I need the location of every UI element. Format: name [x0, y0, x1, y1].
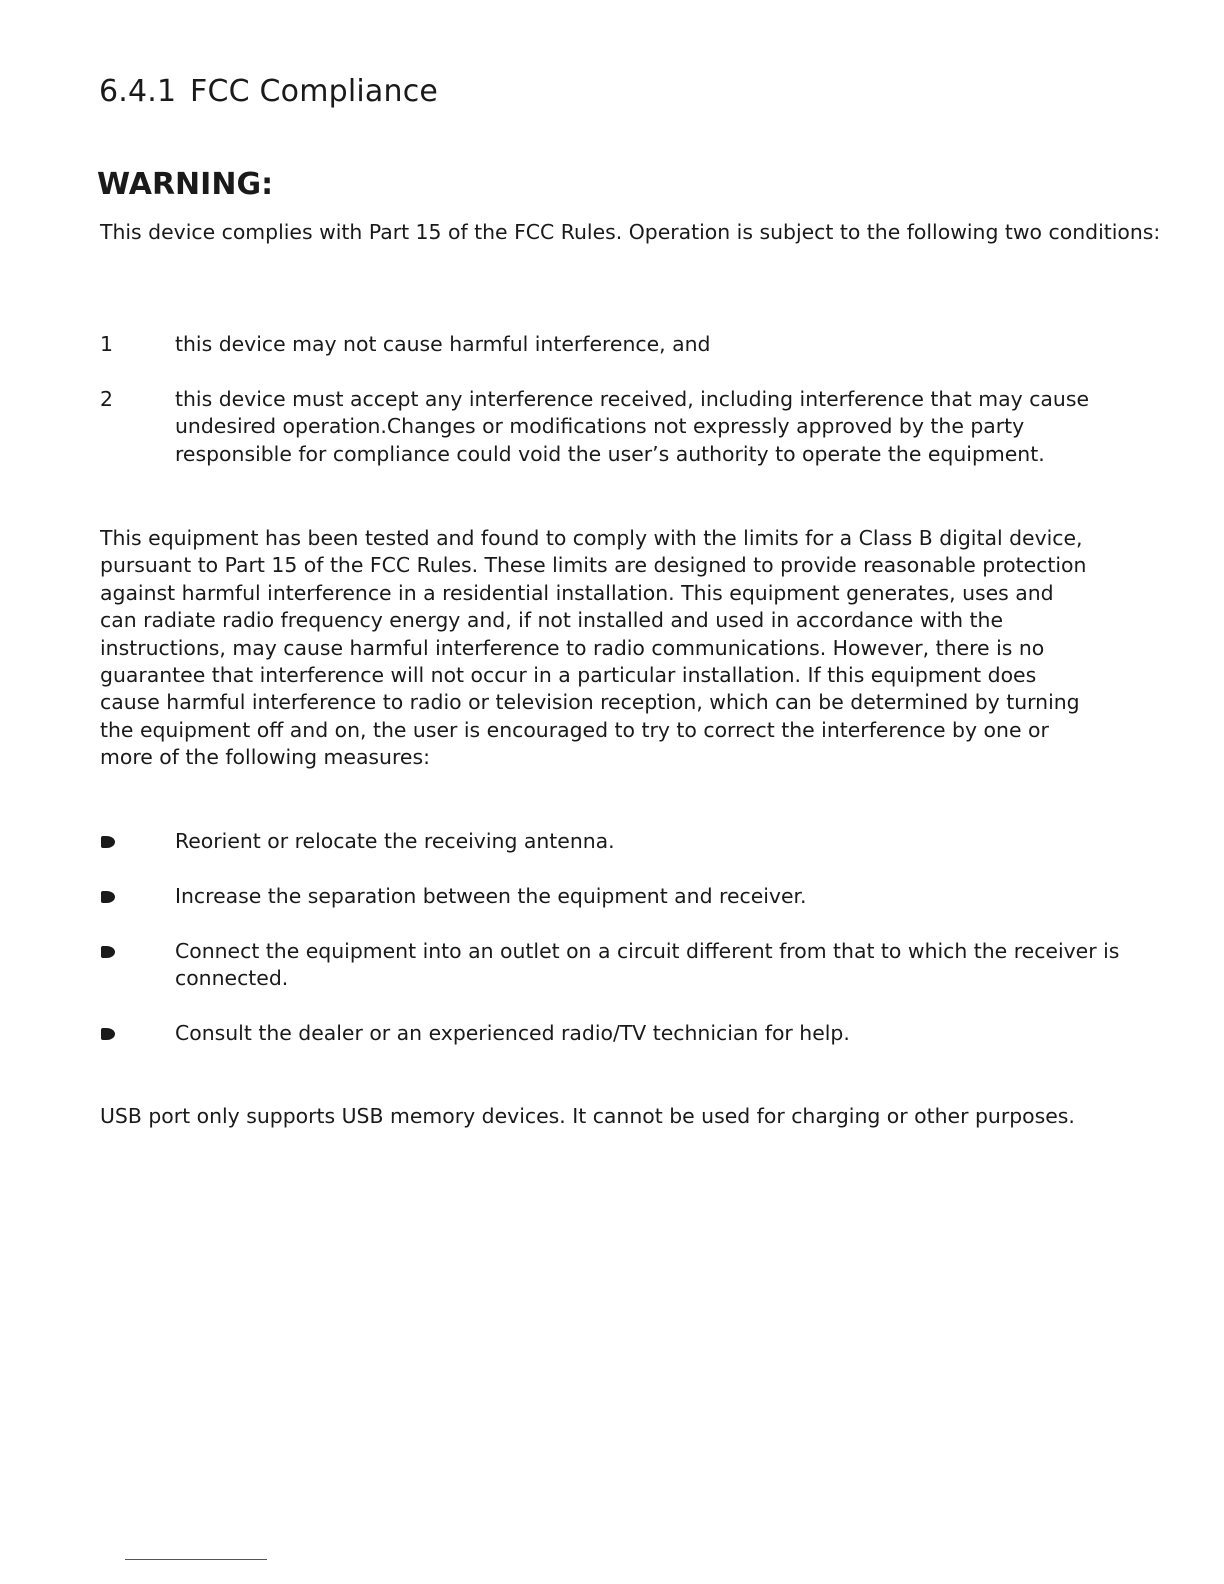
measure-text: Increase the separation between the equipment and receiver.	[175, 884, 807, 908]
class-b-paragraph: This equipment has been tested and found to comply with the limits for a Class B digital device, pursuant to Part 15 of the FCC Rules. These limits are designed to provide reasonable protection against harmful interference in a residential installation. This equipment generates, uses and can radiate radio frequency energy and, if not installed and used in accordance with the instructions, may cause harmful interference to radio communications. However, there is no guarantee that interference will not occur in a particular installation. If this equipment does cause harmful interference to radio or television reception, which can be determined by turning the equipment off and on, the user is encouraged to try to correct the interference by one or more of the following measures:	[100, 526, 1087, 770]
warning-intro: This device complies with Part 15 of the FCC Rules. Operation is subject to the following two conditions:	[100, 220, 1161, 244]
bullet-icon	[101, 891, 115, 903]
section-heading	[99, 74, 438, 109]
footnote-divider	[125, 1559, 267, 1560]
bullet-icon	[101, 1028, 115, 1040]
bullet-icon	[101, 946, 115, 958]
condition-text: this device may not cause harmful interference, and	[175, 332, 711, 356]
bullet-icon	[101, 836, 115, 848]
measure-text: Connect the equipment into an outlet on a circuit different from that to which the receiver is connected.	[175, 939, 1120, 991]
condition-text: this device must accept any interference received, including interference that may cause undesired operation.Changes or modifications not expressly approved by the party responsible for compliance could void the user’s authority to operate the equipment.	[175, 387, 1089, 466]
section-title: FCC Compliance	[190, 74, 439, 109]
section-number: 6.4.1	[99, 74, 177, 109]
condition-number: 2	[100, 387, 113, 411]
measure-text: Reorient or relocate the receiving antenna.	[175, 829, 615, 853]
warning-label: WARNING:	[97, 167, 274, 202]
measure-text: Consult the dealer or an experienced radio/TV technician for help.	[175, 1021, 850, 1045]
usb-note: USB port only supports USB memory devices. It cannot be used for charging or other purposes.	[100, 1104, 1075, 1128]
condition-number: 1	[100, 332, 113, 356]
